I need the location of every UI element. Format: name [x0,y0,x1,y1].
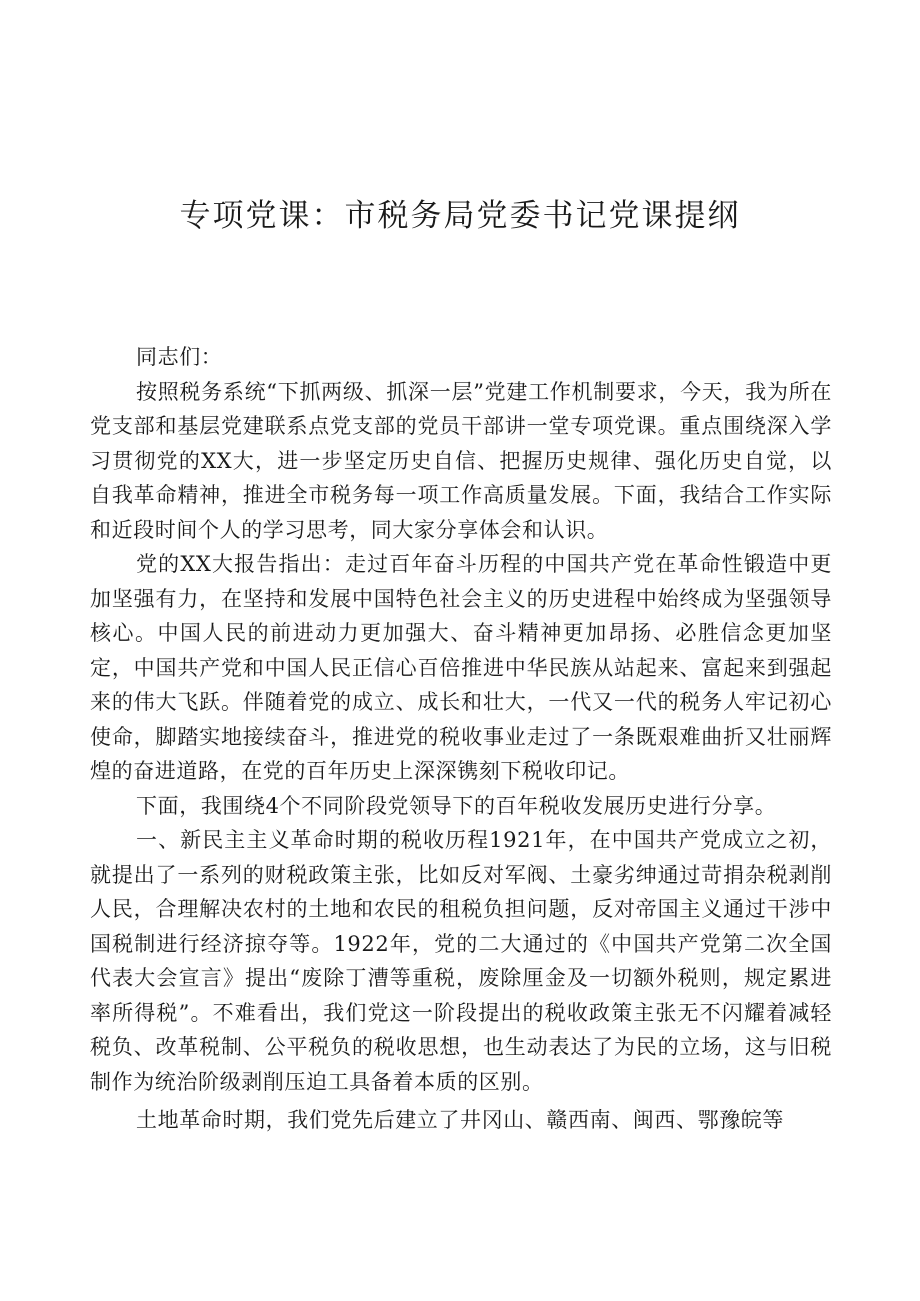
section-one-paragraph: 一、新民主主义革命时期的税收历程1921年，在中国共产党成立之初，就提出了一系列的财税政策主张，比如反对军阀、土豪劣绅通过苛捐杂税剥削人民，合理解决农村的土地和农民的租税负担问题，反对帝国主义通过干涉中国税制进行经济掠夺等。1922年，党的二大通过的《中国共产党第二次全国代表大会宣言》提出“废除丁漕等重税，废除厘金及一切额外税则，规定累进率所得税”。不难看出，我们党这一阶段提出的税收政策主张无不闪耀着减轻税负、改革税制、公平税负的税收思想，也生动表达了为民的立场，这与旧税制作为统治阶级剥削压迫工具备着本质的区别。 [90,828,832,1094]
overview-paragraph: 下面，我围绕4个不同阶段党领导下的百年税收发展历史进行分享。 [136,793,777,818]
document-body [90,340,832,1138]
salutation-paragraph: 同志们： [136,345,223,369]
report-quote-paragraph: 党的XX大报告指出：走过百年奋斗历程的中国共产党在革命性锻造中更加坚强有力，在坚持和发展中国特色社会主义的历史进程中始终成为坚强领导核心。中国人民的前进动力更加强大、奋斗精神更加昂扬、必胜信念更加坚定，中国共产党和中国人民正信心百倍推进中华民族从站起来、富起来到强起来的伟大飞跃。伴随着党的成立、成长和壮大，一代又一代的税务人牢记初心使命，脚踏实地接续奋斗，推进党的税收事业走过了一条既艰难曲折又壮丽辉煌的奋进道路，在党的百年历史上深深镌刻下税收印记。 [90,552,832,783]
land-revolution-paragraph: 土地革命时期，我们党先后建立了井冈山、赣西南、闽西、鄂豫皖等 [136,1108,784,1132]
intro-paragraph: 按照税务系统“下抓两级、抓深一层”党建工作机制要求，今天，我为所在党支部和基层党建联系点党支部的党员干部讲一堂专项党课。重点围绕深入学习贯彻党的XX大，进一步坚定历史自信、把握历史规律、强化历史自觉，以自我革命精神，推进全市税务每一项工作高质量发展。下面，我结合工作实际和近段时间个人的学习思考，同大家分享体会和认识。 [90,379,832,542]
document-title: 专项党课：市税务局党委书记党课提纲 [179,198,741,234]
